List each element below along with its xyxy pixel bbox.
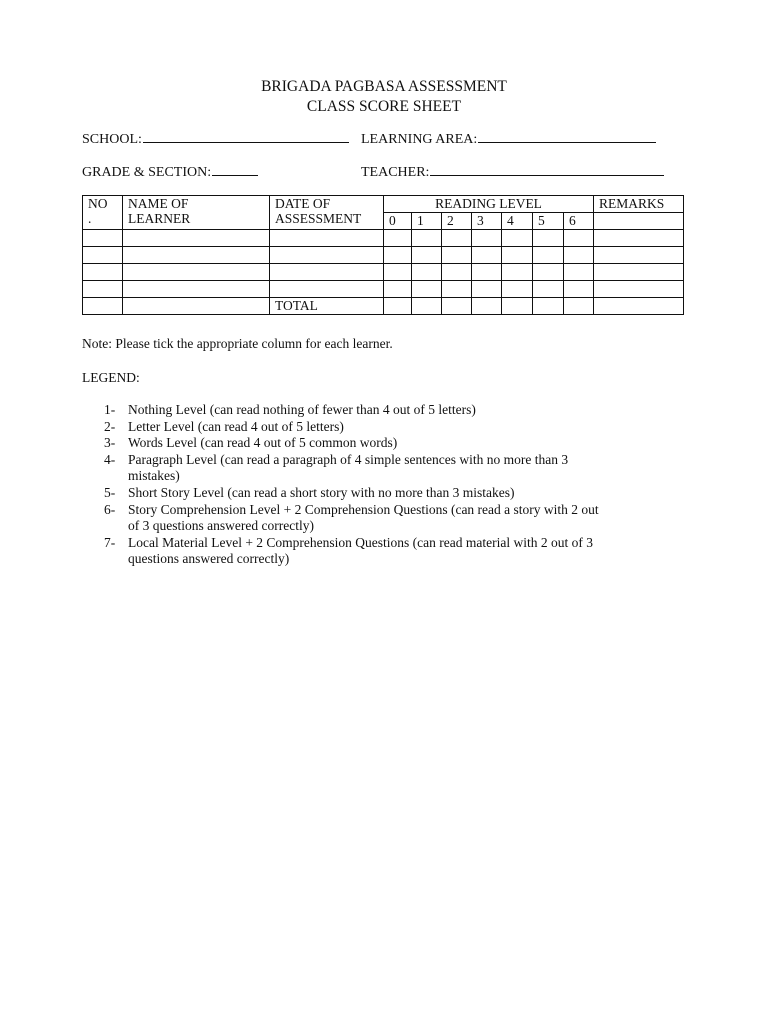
table-cell[interactable] [533, 247, 564, 264]
table-cell[interactable] [533, 281, 564, 298]
remarks-subheader-cell [594, 213, 684, 230]
instruction-note: Note: Please tick the appropriate column for each learner. [82, 336, 393, 351]
table-cell[interactable] [83, 264, 123, 281]
grade-section-blank-line[interactable] [212, 162, 258, 176]
table-cell[interactable] [412, 230, 442, 247]
school-field [82, 129, 349, 149]
legend-heading: LEGEND: [82, 370, 140, 385]
table-cell[interactable] [564, 298, 594, 315]
teacher-label: TEACHER: [361, 165, 430, 180]
table-cell[interactable] [270, 264, 384, 281]
table-cell[interactable] [472, 247, 502, 264]
table-cell[interactable] [502, 247, 533, 264]
learning-area-label: LEARNING AREA: [361, 132, 478, 147]
title-line-1: BRIGADA PAGBASA ASSESSMENT [261, 78, 507, 95]
table-cell[interactable] [83, 230, 123, 247]
table-cell[interactable] [533, 230, 564, 247]
table-header-row [83, 196, 684, 213]
grade-section-label: GRADE & SECTION: [82, 165, 212, 180]
level-3-header: 3 [472, 213, 502, 230]
level-1-header: 1 [412, 213, 442, 230]
table-cell[interactable] [594, 281, 684, 298]
header-reading-level: READING LEVEL [384, 196, 594, 213]
list-item: 6- Story Comprehension Level + 2 Comprehension Questions (can read a story with 2 out of 3 questions answered correctly) [104, 501, 599, 534]
list-item: 4- Paragraph Level (can read a paragraph of 4 simple sentences with no more than 3 mistakes) [104, 451, 569, 484]
level-0-header: 0 [384, 213, 412, 230]
table-cell[interactable] [472, 298, 502, 315]
table-cell[interactable] [564, 264, 594, 281]
level-5-header: 5 [533, 213, 564, 230]
table-cell[interactable] [442, 230, 472, 247]
list-item: 2- Letter Level (can read 4 out of 5 letters) [104, 418, 344, 434]
table-cell[interactable] [83, 281, 123, 298]
table-cell[interactable] [472, 281, 502, 298]
table-cell[interactable] [384, 247, 412, 264]
table-cell[interactable] [502, 230, 533, 247]
legend-list [82, 402, 682, 568]
table-cell[interactable] [594, 264, 684, 281]
list-item: 1- Nothing Level (can read nothing of fewer than 4 out of 5 letters) [104, 402, 476, 417]
table-cell[interactable] [412, 281, 442, 298]
table-cell[interactable] [123, 264, 270, 281]
list-item: 7- Local Material Level + 2 Comprehension Questions (can read material with 2 out of 3 questions answered correctly) [104, 534, 593, 567]
header-remarks: REMARKS [594, 196, 684, 213]
table-total-row [83, 298, 684, 315]
table-cell[interactable] [594, 247, 684, 264]
table-cell[interactable] [83, 247, 123, 264]
table-cell[interactable] [502, 281, 533, 298]
total-label: TOTAL [270, 298, 384, 315]
table-cell[interactable] [442, 281, 472, 298]
level-4-header: 4 [502, 213, 533, 230]
header-no: NO . [83, 196, 123, 230]
table-cell[interactable] [412, 247, 442, 264]
table-cell[interactable] [123, 247, 270, 264]
table-cell[interactable] [442, 264, 472, 281]
table-cell[interactable] [384, 230, 412, 247]
list-item: 5- Short Story Level (can read a short story with no more than 3 mistakes) [104, 484, 515, 500]
table-cell[interactable] [594, 230, 684, 247]
table-cell[interactable] [442, 298, 472, 315]
table-cell [123, 298, 270, 315]
table-cell[interactable] [384, 281, 412, 298]
table-row [83, 281, 684, 298]
table-cell[interactable] [270, 247, 384, 264]
table-cell[interactable] [594, 298, 684, 315]
school-blank-line[interactable] [143, 129, 349, 143]
table-cell[interactable] [270, 230, 384, 247]
learning-area-blank-line[interactable] [478, 129, 656, 143]
level-2-header: 2 [442, 213, 472, 230]
class-score-table [82, 195, 684, 315]
table-cell[interactable] [502, 298, 533, 315]
table-cell[interactable] [384, 298, 412, 315]
table-cell[interactable] [533, 298, 564, 315]
teacher-blank-line[interactable] [430, 162, 664, 176]
table-cell[interactable] [412, 264, 442, 281]
table-cell[interactable] [564, 230, 594, 247]
table-cell[interactable] [564, 247, 594, 264]
learning-area-field [361, 129, 656, 149]
header-name-of-learner: NAME OF LEARNER [123, 196, 270, 230]
table-cell[interactable] [442, 247, 472, 264]
teacher-field [361, 162, 664, 182]
table-cell[interactable] [502, 264, 533, 281]
table-cell[interactable] [123, 230, 270, 247]
title-line-2: CLASS SCORE SHEET [306, 98, 462, 115]
school-label: SCHOOL: [82, 132, 142, 147]
table-cell[interactable] [384, 264, 412, 281]
table-cell[interactable] [533, 264, 564, 281]
table-cell[interactable] [123, 281, 270, 298]
list-item: 3- Words Level (can read 4 out of 5 common words) [104, 435, 398, 451]
table-row [83, 264, 684, 281]
table-cell[interactable] [412, 298, 442, 315]
level-6-header: 6 [564, 213, 594, 230]
table-cell [83, 298, 123, 315]
table-cell[interactable] [472, 264, 502, 281]
grade-section-field [82, 162, 258, 182]
header-date-of-assessment: DATE OF ASSESSMENT [270, 196, 384, 230]
table-cell[interactable] [564, 281, 594, 298]
table-row [83, 230, 684, 247]
table-cell[interactable] [472, 230, 502, 247]
table-cell[interactable] [270, 281, 384, 298]
document-title [0, 77, 768, 117]
table-row [83, 247, 684, 264]
